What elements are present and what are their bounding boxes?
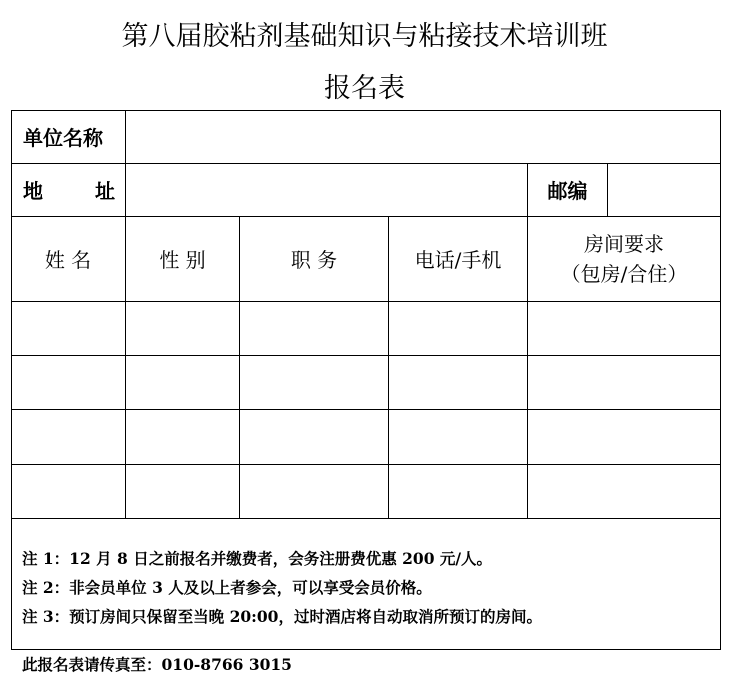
- notes-block: [22, 544, 542, 631]
- cell-position[interactable]: [240, 356, 388, 409]
- fax-instruction: 此报名表请传真至：010-8766 3015: [22, 655, 292, 674]
- cell-position[interactable]: [240, 465, 388, 518]
- cell-gender[interactable]: [126, 356, 239, 409]
- cell-gender[interactable]: [126, 410, 239, 464]
- address-label: [11, 163, 125, 216]
- header-room-line1: 房间要求: [584, 231, 664, 256]
- note-1: 注 1：12 月 8 日之前报名并缴费者，会务注册费优惠 200 元/人。: [22, 549, 493, 568]
- header-room: [528, 216, 720, 301]
- cell-name[interactable]: [11, 302, 125, 355]
- cell-phone[interactable]: [389, 465, 527, 518]
- note-2: 注 2：非会员单位 3 人及以上者参会，可以享受会员价格。: [22, 578, 432, 597]
- table-row: [11, 356, 721, 409]
- page-title: 第八届胶粘剂基础知识与粘接技术培训班: [121, 21, 608, 52]
- unit-name-field[interactable]: [126, 110, 720, 163]
- cell-room[interactable]: [528, 356, 720, 409]
- unit-name-label: 单位名称: [23, 126, 103, 150]
- header-gender: 性 别: [159, 248, 206, 272]
- address-field[interactable]: [126, 163, 527, 216]
- address-label-char-1: 地: [23, 179, 43, 203]
- table-row: [11, 302, 721, 355]
- cell-position[interactable]: [240, 410, 388, 464]
- cell-gender[interactable]: [126, 465, 239, 518]
- border-bottom: [11, 649, 721, 650]
- cell-room[interactable]: [528, 410, 720, 464]
- header-room-line2: （包房/合住）: [560, 261, 688, 286]
- cell-name[interactable]: [11, 410, 125, 464]
- address-label-char-2: 址: [95, 179, 115, 203]
- cell-phone[interactable]: [389, 356, 527, 409]
- cell-phone[interactable]: [389, 302, 527, 355]
- cell-name[interactable]: [11, 356, 125, 409]
- table-row: [11, 410, 721, 464]
- cell-position[interactable]: [240, 302, 388, 355]
- page-subtitle: 报名表: [324, 73, 405, 104]
- cell-name[interactable]: [11, 465, 125, 518]
- cell-room[interactable]: [528, 465, 720, 518]
- note-3: 注 3：预订房间只保留至当晚 20:00，过时酒店将自动取消所预订的房间。: [22, 607, 542, 626]
- cell-gender[interactable]: [126, 302, 239, 355]
- row-divider: [11, 518, 721, 519]
- header-position: 职 务: [290, 248, 338, 272]
- postcode-label: 邮编: [547, 179, 588, 203]
- header-name: 姓 名: [44, 248, 92, 272]
- header-phone: 电话/手机: [414, 248, 502, 272]
- cell-room[interactable]: [528, 302, 720, 355]
- table-row: [11, 465, 721, 518]
- cell-phone[interactable]: [389, 410, 527, 464]
- postcode-field[interactable]: [608, 163, 720, 216]
